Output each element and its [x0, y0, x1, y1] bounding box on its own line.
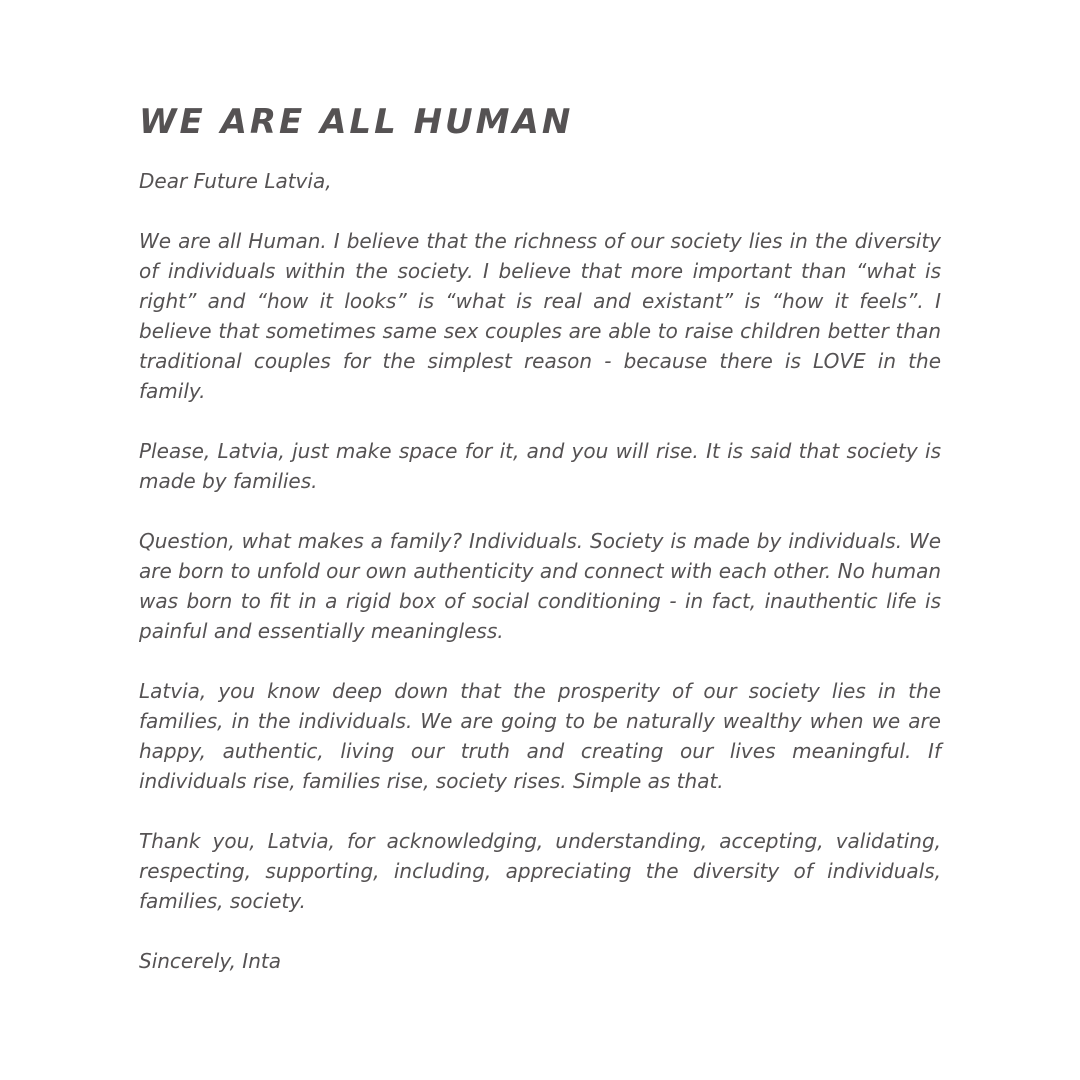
- letter-paragraph-1: We are all Human. I believe that the richness of our society lies in the diversity of individuals within the society. I believe that more important than “what is right” and “how it looks” is “what is real and existant” is “how it feels”. I believe that sometimes same sex couples are able to raise children better than traditional couples for the simplest reason - because there is LOVE in the family.: [139, 229, 941, 403]
- letter-paragraph-4: Latvia, you know deep down that the prosperity of our society lies in the families, in the individuals. We are going to be naturally wealthy when we are happy, authentic, living our truth and creating our lives meaningful. If individuals rise, families rise, society rises. Simple as that.: [139, 679, 941, 793]
- letter-paragraph-5: Thank you, Latvia, for acknowledging, understanding, accepting, validating, respecting, supporting, including, appreciating the diversity of individuals, families, society.: [139, 829, 941, 913]
- letter-title: WE ARE ALL HUMAN: [139, 102, 574, 142]
- letter-paragraph-3: Question, what makes a family? Individuals. Society is made by individuals. We are born to unfold our own authenticity and connect with each other. No human was born to fit in a rigid box of social conditioning - in fact, inauthentic life is painful and essentially meaningless.: [139, 529, 941, 643]
- letter: [139, 100, 941, 976]
- letter-greeting: Dear Future Latvia,: [139, 169, 332, 193]
- letter-paragraph-2: Please, Latvia, just make space for it, and you will rise. It is said that society is made by families.: [139, 439, 941, 493]
- letter-signoff: Sincerely, Inta: [139, 949, 281, 973]
